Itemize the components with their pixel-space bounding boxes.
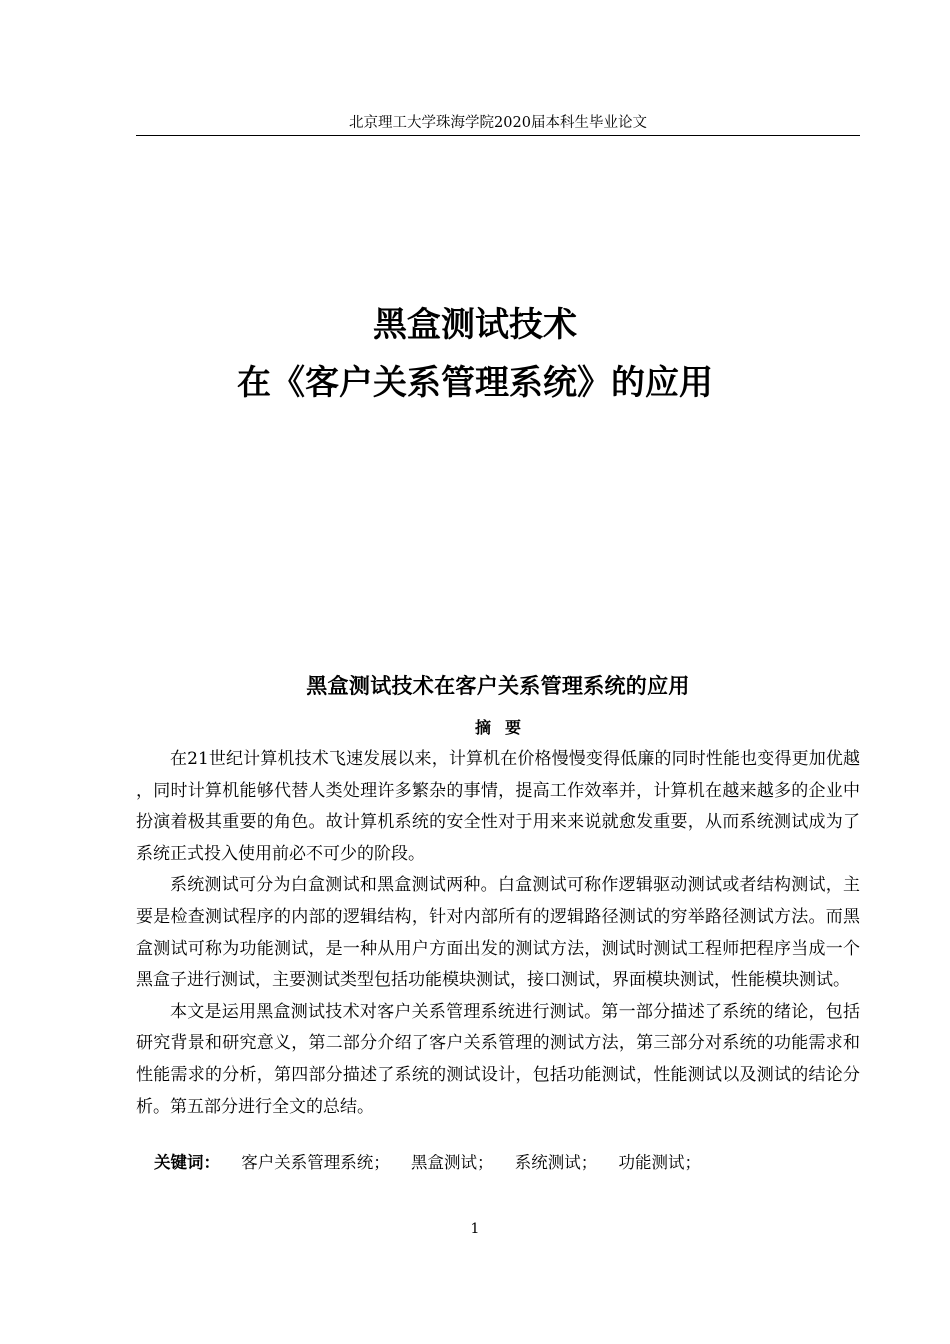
abstract-paragraph-2: 系统测试可分为白盒测试和黑盒测试两种。白盒测试可称作逻辑驱动测试或者结构测试，主要是检查测试程序的内部的逻辑结构，针对内部所有的逻辑路径测试的穷举路径测试方法。而黑盒测试可称为功能测试，是一种从用户方面出发的测试方法，测试时测试工程师把程序当成一个黑盒子进行测试，主要测试类型包括功能模块测试，接口测试，界面模块测试，性能模块测试。 bbox=[136, 875, 860, 991]
abstract-paragraph-3: 本文是运用黑盒测试技术对客户关系管理系统进行测试。第一部分描述了系统的绪论，包括研究背景和研究意义，第二部分介绍了客户关系管理的测试方法，第三部分对系统的功能需求和性能需求的分析，第四部分描述了系统的测试设计，包括功能测试，性能测试以及测试的结论分析。第五部分进行全文的总结。 bbox=[136, 1001, 860, 1117]
keyword-item: 功能测试； bbox=[618, 1153, 701, 1172]
thesis-title-line-2: 在《客户关系管理系统》的应用 bbox=[237, 363, 713, 403]
keyword-item: 系统测试； bbox=[514, 1153, 598, 1172]
keywords-line bbox=[154, 1148, 860, 1178]
keyword-item: 客户关系管理系统； bbox=[241, 1153, 390, 1172]
keyword-item: 黑盒测试； bbox=[411, 1153, 494, 1172]
abstract-heading: 摘要 bbox=[474, 718, 535, 737]
page-number: 1 bbox=[470, 1221, 480, 1237]
thesis-title-line-1: 黑盒测试技术 bbox=[373, 305, 577, 345]
running-header bbox=[136, 115, 860, 136]
abstract-paragraph-1: 在21世纪计算机技术飞速发展以来，计算机在价格慢慢变得低廉的同时性能也变得更加优越，同时计算机能够代替人类处理许多繁杂的事情，提高工作效率并，计算机在越来越多的企业中扮演着极其重要的角色。故计算机系统的安全性对于用来来说就愈发重要，从而系统测试成为了系统正式投入使用前必不可少的阶段。 bbox=[136, 749, 860, 864]
abstract-title: 黑盒测试技术在客户关系管理系统的应用 bbox=[306, 674, 690, 698]
abstract-body bbox=[136, 744, 860, 1123]
thesis-title bbox=[0, 296, 950, 412]
running-header-text: 北京理工大学珠海学院2020届本科生毕业论文 bbox=[349, 115, 647, 131]
keywords-label: 关键词： bbox=[154, 1153, 220, 1172]
